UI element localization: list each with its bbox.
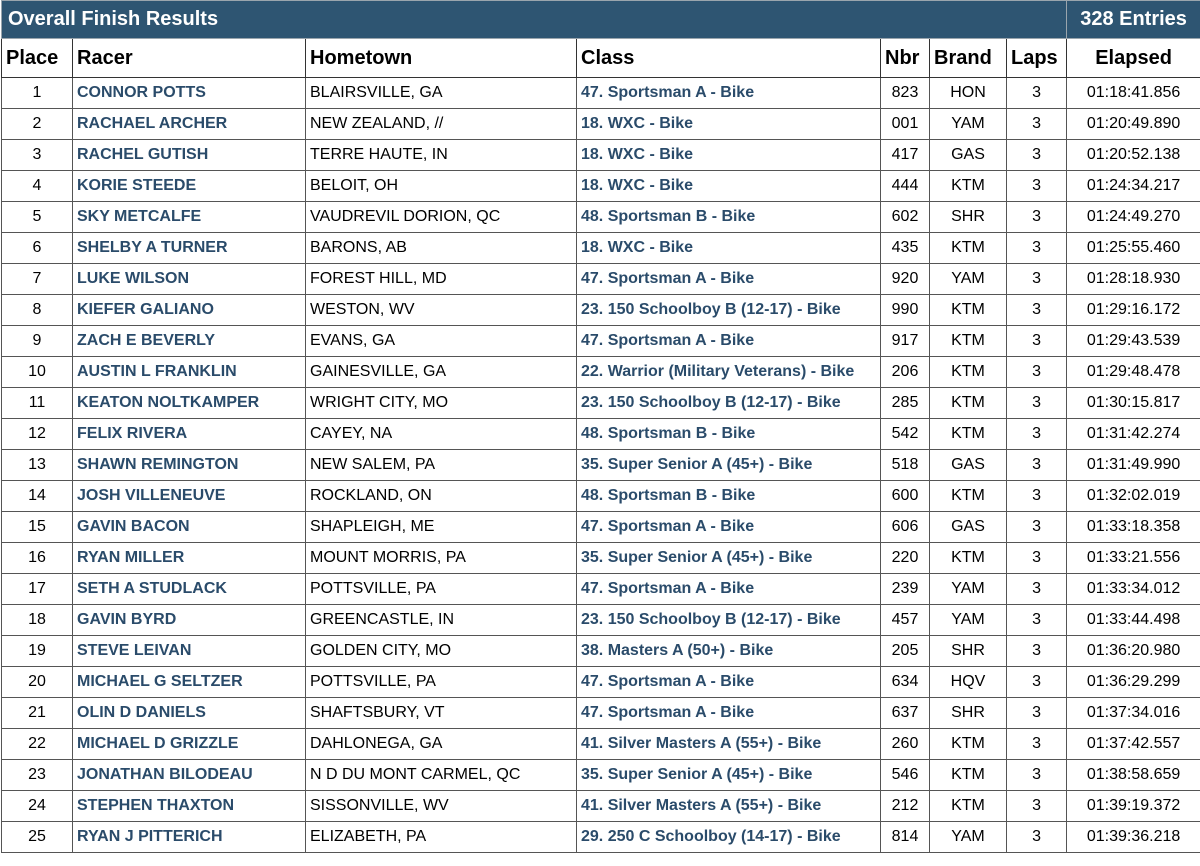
place-cell: 9	[2, 326, 73, 357]
brand-cell: YAM	[930, 264, 1007, 295]
table-row	[2, 791, 1200, 822]
place-cell: 13	[2, 450, 73, 481]
class-cell	[577, 264, 881, 295]
class-cell	[577, 605, 881, 636]
hometown-cell: SHAPLEIGH, ME	[306, 512, 577, 543]
laps-cell: 3	[1007, 822, 1067, 853]
brand-cell: KTM	[930, 419, 1007, 450]
racer-link[interactable]: LUKE WILSON	[77, 270, 189, 287]
column-header-racer[interactable]: Racer	[73, 39, 306, 78]
class-link[interactable]: 38. Masters A (50+) - Bike	[581, 642, 774, 659]
class-link[interactable]: 18. WXC - Bike	[581, 239, 694, 256]
column-header-brand[interactable]: Brand	[930, 39, 1007, 78]
class-link[interactable]: 18. WXC - Bike	[581, 146, 694, 163]
nbr-cell: 001	[881, 109, 930, 140]
place-cell: 4	[2, 171, 73, 202]
hometown-cell: EVANS, GA	[306, 326, 577, 357]
hometown-cell: GOLDEN CITY, MO	[306, 636, 577, 667]
brand-cell: KTM	[930, 295, 1007, 326]
class-link[interactable]: 48. Sportsman B - Bike	[581, 487, 756, 504]
racer-cell	[73, 729, 306, 760]
elapsed-cell: 01:38:58.659	[1067, 760, 1200, 791]
table-row	[2, 667, 1200, 698]
laps-cell: 3	[1007, 419, 1067, 450]
elapsed-cell: 01:31:42.274	[1067, 419, 1200, 450]
class-link[interactable]: 48. Sportsman B - Bike	[581, 425, 756, 442]
elapsed-cell: 01:33:21.556	[1067, 543, 1200, 574]
table-row	[2, 450, 1200, 481]
elapsed-cell: 01:29:16.172	[1067, 295, 1200, 326]
nbr-cell: 285	[881, 388, 930, 419]
racer-cell	[73, 822, 306, 853]
nbr-cell: 917	[881, 326, 930, 357]
class-link[interactable]: 23. 150 Schoolboy B (12-17) - Bike	[581, 301, 841, 318]
class-cell	[577, 822, 881, 853]
nbr-cell: 435	[881, 233, 930, 264]
laps-cell: 3	[1007, 326, 1067, 357]
table-row	[2, 419, 1200, 450]
racer-cell	[73, 481, 306, 512]
elapsed-cell: 01:29:48.478	[1067, 357, 1200, 388]
table-row	[2, 605, 1200, 636]
racer-link[interactable]: OLIN D DANIELS	[77, 704, 206, 721]
class-cell	[577, 574, 881, 605]
place-cell: 6	[2, 233, 73, 264]
class-link[interactable]: 23. 150 Schoolboy B (12-17) - Bike	[581, 611, 841, 628]
column-header-place[interactable]: Place	[2, 39, 73, 78]
class-cell	[577, 791, 881, 822]
class-link[interactable]: 22. Warrior (Military Veterans) - Bike	[581, 363, 855, 380]
nbr-cell: 206	[881, 357, 930, 388]
elapsed-cell: 01:37:34.016	[1067, 698, 1200, 729]
table-row	[2, 202, 1200, 233]
class-link[interactable]: 47. Sportsman A - Bike	[581, 518, 755, 535]
class-cell	[577, 698, 881, 729]
racer-link[interactable]: SKY METCALFE	[77, 208, 202, 225]
hometown-cell: NEW ZEALAND, //	[306, 109, 577, 140]
racer-link[interactable]: KIEFER GALIANO	[77, 301, 214, 318]
brand-cell: SHR	[930, 698, 1007, 729]
hometown-cell: BELOIT, OH	[306, 171, 577, 202]
elapsed-cell: 01:37:42.557	[1067, 729, 1200, 760]
laps-cell: 3	[1007, 605, 1067, 636]
column-header-class[interactable]: Class	[577, 39, 881, 78]
brand-cell: SHR	[930, 636, 1007, 667]
racer-link[interactable]: SETH A STUDLACK	[77, 580, 227, 597]
brand-cell: SHR	[930, 202, 1007, 233]
class-cell	[577, 295, 881, 326]
table-row	[2, 326, 1200, 357]
elapsed-cell: 01:33:18.358	[1067, 512, 1200, 543]
racer-cell	[73, 791, 306, 822]
place-cell: 5	[2, 202, 73, 233]
brand-cell: KTM	[930, 481, 1007, 512]
brand-cell: KTM	[930, 357, 1007, 388]
nbr-cell: 990	[881, 295, 930, 326]
nbr-cell: 457	[881, 605, 930, 636]
brand-cell: GAS	[930, 512, 1007, 543]
racer-cell	[73, 171, 306, 202]
table-row	[2, 574, 1200, 605]
place-cell: 1	[2, 78, 73, 109]
table-row	[2, 388, 1200, 419]
class-link[interactable]: 47. Sportsman A - Bike	[581, 673, 755, 690]
hometown-cell: GAINESVILLE, GA	[306, 357, 577, 388]
place-cell: 11	[2, 388, 73, 419]
class-link[interactable]: 18. WXC - Bike	[581, 115, 694, 132]
nbr-cell: 260	[881, 729, 930, 760]
results-title-bar	[2, 1, 1200, 39]
brand-cell: YAM	[930, 822, 1007, 853]
class-cell	[577, 171, 881, 202]
table-row	[2, 636, 1200, 667]
class-cell	[577, 140, 881, 171]
table-row	[2, 140, 1200, 171]
elapsed-cell: 01:39:36.218	[1067, 822, 1200, 853]
hometown-cell: SHAFTSBURY, VT	[306, 698, 577, 729]
hometown-cell: NEW SALEM, PA	[306, 450, 577, 481]
racer-link[interactable]: ZACH E BEVERLY	[77, 332, 216, 349]
class-cell	[577, 760, 881, 791]
hometown-cell: BLAIRSVILLE, GA	[306, 78, 577, 109]
brand-cell: HON	[930, 78, 1007, 109]
racer-cell	[73, 760, 306, 791]
elapsed-cell: 01:24:49.270	[1067, 202, 1200, 233]
table-row	[2, 264, 1200, 295]
results-title: Overall Finish Results	[2, 1, 1067, 39]
racer-link[interactable]: SHELBY A TURNER	[77, 239, 228, 256]
racer-link[interactable]: SHAWN REMINGTON	[77, 456, 239, 473]
column-header-row	[2, 39, 1200, 78]
table-row	[2, 481, 1200, 512]
table-row	[2, 822, 1200, 853]
laps-cell: 3	[1007, 202, 1067, 233]
class-link[interactable]: 23. 150 Schoolboy B (12-17) - Bike	[581, 394, 841, 411]
racer-cell	[73, 295, 306, 326]
nbr-cell: 823	[881, 78, 930, 109]
place-cell: 10	[2, 357, 73, 388]
nbr-cell: 417	[881, 140, 930, 171]
laps-cell: 3	[1007, 388, 1067, 419]
place-cell: 21	[2, 698, 73, 729]
hometown-cell: POTTSVILLE, PA	[306, 667, 577, 698]
racer-link[interactable]: RYAN J PITTERICH	[77, 828, 223, 845]
table-row	[2, 233, 1200, 264]
class-cell	[577, 326, 881, 357]
hometown-cell: WRIGHT CITY, MO	[306, 388, 577, 419]
class-link[interactable]: 35. Super Senior A (45+) - Bike	[581, 766, 813, 783]
racer-cell	[73, 264, 306, 295]
class-link[interactable]: 47. Sportsman A - Bike	[581, 270, 755, 287]
hometown-cell: N D DU MONT CARMEL, QC	[306, 760, 577, 791]
table-row	[2, 295, 1200, 326]
place-cell: 3	[2, 140, 73, 171]
class-link[interactable]: 29. 250 C Schoolboy (14-17) - Bike	[581, 828, 841, 845]
class-cell	[577, 512, 881, 543]
racer-cell	[73, 605, 306, 636]
racer-cell	[73, 450, 306, 481]
hometown-cell: SISSONVILLE, WV	[306, 791, 577, 822]
racer-link[interactable]: CONNOR POTTS	[77, 84, 206, 101]
racer-cell	[73, 419, 306, 450]
laps-cell: 3	[1007, 264, 1067, 295]
column-header-hometown[interactable]: Hometown	[306, 39, 577, 78]
laps-cell: 3	[1007, 760, 1067, 791]
elapsed-cell: 01:36:20.980	[1067, 636, 1200, 667]
brand-cell: GAS	[930, 450, 1007, 481]
table-row	[2, 512, 1200, 543]
nbr-cell: 212	[881, 791, 930, 822]
elapsed-cell: 01:31:49.990	[1067, 450, 1200, 481]
hometown-cell: FOREST HILL, MD	[306, 264, 577, 295]
nbr-cell: 542	[881, 419, 930, 450]
brand-cell: KTM	[930, 388, 1007, 419]
class-cell	[577, 419, 881, 450]
racer-cell	[73, 202, 306, 233]
elapsed-cell: 01:24:34.217	[1067, 171, 1200, 202]
laps-cell: 3	[1007, 729, 1067, 760]
nbr-cell: 600	[881, 481, 930, 512]
entries-count: 328 Entries	[1067, 1, 1200, 39]
table-row	[2, 109, 1200, 140]
brand-cell: KTM	[930, 791, 1007, 822]
racer-link[interactable]: AUSTIN L FRANKLIN	[77, 363, 237, 380]
racer-cell	[73, 78, 306, 109]
laps-cell: 3	[1007, 109, 1067, 140]
brand-cell: HQV	[930, 667, 1007, 698]
brand-cell: YAM	[930, 605, 1007, 636]
racer-cell	[73, 388, 306, 419]
laps-cell: 3	[1007, 295, 1067, 326]
brand-cell: YAM	[930, 109, 1007, 140]
nbr-cell: 920	[881, 264, 930, 295]
nbr-cell: 606	[881, 512, 930, 543]
laps-cell: 3	[1007, 357, 1067, 388]
brand-cell: YAM	[930, 574, 1007, 605]
laps-cell: 3	[1007, 667, 1067, 698]
hometown-cell: ROCKLAND, ON	[306, 481, 577, 512]
hometown-cell: CAYEY, NA	[306, 419, 577, 450]
hometown-cell: ELIZABETH, PA	[306, 822, 577, 853]
class-link[interactable]: 35. Super Senior A (45+) - Bike	[581, 456, 813, 473]
class-cell	[577, 729, 881, 760]
brand-cell: GAS	[930, 140, 1007, 171]
racer-link[interactable]: RACHEL GUTISH	[77, 146, 209, 163]
racer-link[interactable]: GAVIN BACON	[77, 518, 190, 535]
class-cell	[577, 357, 881, 388]
class-link[interactable]: 18. WXC - Bike	[581, 177, 694, 194]
elapsed-cell: 01:20:52.138	[1067, 140, 1200, 171]
nbr-cell: 637	[881, 698, 930, 729]
laps-cell: 3	[1007, 698, 1067, 729]
racer-link[interactable]: RYAN MILLER	[77, 549, 185, 566]
class-cell	[577, 543, 881, 574]
class-cell	[577, 78, 881, 109]
place-cell: 2	[2, 109, 73, 140]
brand-cell: KTM	[930, 543, 1007, 574]
class-link[interactable]: 47. Sportsman A - Bike	[581, 332, 755, 349]
place-cell: 15	[2, 512, 73, 543]
table-row	[2, 698, 1200, 729]
hometown-cell: GREENCASTLE, IN	[306, 605, 577, 636]
place-cell: 19	[2, 636, 73, 667]
elapsed-cell: 01:30:15.817	[1067, 388, 1200, 419]
racer-link[interactable]: KORIE STEEDE	[77, 177, 197, 194]
racer-link[interactable]: MICHAEL G SELTZER	[77, 673, 243, 690]
racer-link[interactable]: KEATON NOLTKAMPER	[77, 394, 260, 411]
racer-cell	[73, 109, 306, 140]
hometown-cell: BARONS, AB	[306, 233, 577, 264]
column-header-laps[interactable]: Laps	[1007, 39, 1067, 78]
racer-cell	[73, 667, 306, 698]
laps-cell: 3	[1007, 450, 1067, 481]
class-cell	[577, 636, 881, 667]
nbr-cell: 546	[881, 760, 930, 791]
nbr-cell: 602	[881, 202, 930, 233]
table-row	[2, 357, 1200, 388]
hometown-cell: DAHLONEGA, GA	[306, 729, 577, 760]
racer-link[interactable]: RACHAEL ARCHER	[77, 115, 228, 132]
hometown-cell: POTTSVILLE, PA	[306, 574, 577, 605]
elapsed-cell: 01:28:18.930	[1067, 264, 1200, 295]
brand-cell: KTM	[930, 233, 1007, 264]
elapsed-cell: 01:36:29.299	[1067, 667, 1200, 698]
nbr-cell: 518	[881, 450, 930, 481]
hometown-cell: VAUDREVIL DORION, QC	[306, 202, 577, 233]
class-cell	[577, 109, 881, 140]
laps-cell: 3	[1007, 543, 1067, 574]
table-row	[2, 543, 1200, 574]
brand-cell: KTM	[930, 729, 1007, 760]
elapsed-cell: 01:20:49.890	[1067, 109, 1200, 140]
place-cell: 22	[2, 729, 73, 760]
place-cell: 7	[2, 264, 73, 295]
class-link[interactable]: 47. Sportsman A - Bike	[581, 84, 755, 101]
elapsed-cell: 01:32:02.019	[1067, 481, 1200, 512]
nbr-cell: 634	[881, 667, 930, 698]
hometown-cell: TERRE HAUTE, IN	[306, 140, 577, 171]
racer-link[interactable]: GAVIN BYRD	[77, 611, 177, 628]
class-link[interactable]: 48. Sportsman B - Bike	[581, 208, 756, 225]
laps-cell: 3	[1007, 512, 1067, 543]
racer-link[interactable]: FELIX RIVERA	[77, 425, 188, 442]
laps-cell: 3	[1007, 171, 1067, 202]
racer-cell	[73, 636, 306, 667]
elapsed-cell: 01:29:43.539	[1067, 326, 1200, 357]
place-cell: 24	[2, 791, 73, 822]
place-cell: 17	[2, 574, 73, 605]
results-table	[1, 0, 1200, 853]
nbr-cell: 814	[881, 822, 930, 853]
class-cell	[577, 450, 881, 481]
place-cell: 8	[2, 295, 73, 326]
column-header-elapsed[interactable]: Elapsed	[1067, 39, 1200, 78]
nbr-cell: 205	[881, 636, 930, 667]
brand-cell: KTM	[930, 760, 1007, 791]
class-link[interactable]: 47. Sportsman A - Bike	[581, 704, 755, 721]
elapsed-cell: 01:33:34.012	[1067, 574, 1200, 605]
class-cell	[577, 233, 881, 264]
column-header-nbr[interactable]: Nbr	[881, 39, 930, 78]
nbr-cell: 444	[881, 171, 930, 202]
class-link[interactable]: 41. Silver Masters A (55+) - Bike	[581, 797, 822, 814]
results-body	[2, 78, 1200, 853]
laps-cell: 3	[1007, 233, 1067, 264]
racer-link[interactable]: JOSH VILLENEUVE	[77, 487, 226, 504]
hometown-cell: WESTON, WV	[306, 295, 577, 326]
table-row	[2, 729, 1200, 760]
table-row	[2, 78, 1200, 109]
racer-cell	[73, 698, 306, 729]
place-cell: 18	[2, 605, 73, 636]
class-cell	[577, 388, 881, 419]
hometown-cell: MOUNT MORRIS, PA	[306, 543, 577, 574]
class-link[interactable]: 35. Super Senior A (45+) - Bike	[581, 549, 813, 566]
laps-cell: 3	[1007, 636, 1067, 667]
racer-cell	[73, 233, 306, 264]
laps-cell: 3	[1007, 140, 1067, 171]
laps-cell: 3	[1007, 574, 1067, 605]
nbr-cell: 239	[881, 574, 930, 605]
elapsed-cell: 01:39:19.372	[1067, 791, 1200, 822]
class-cell	[577, 202, 881, 233]
place-cell: 12	[2, 419, 73, 450]
table-row	[2, 171, 1200, 202]
racer-link[interactable]: MICHAEL D GRIZZLE	[77, 735, 239, 752]
laps-cell: 3	[1007, 481, 1067, 512]
racer-cell	[73, 543, 306, 574]
racer-cell	[73, 140, 306, 171]
place-cell: 23	[2, 760, 73, 791]
racer-link[interactable]: JONATHAN BILODEAU	[77, 766, 253, 783]
laps-cell: 3	[1007, 791, 1067, 822]
brand-cell: KTM	[930, 326, 1007, 357]
brand-cell: KTM	[930, 171, 1007, 202]
racer-link[interactable]: STEVE LEIVAN	[77, 642, 192, 659]
elapsed-cell: 01:18:41.856	[1067, 78, 1200, 109]
racer-cell	[73, 326, 306, 357]
place-cell: 16	[2, 543, 73, 574]
racer-cell	[73, 512, 306, 543]
class-cell	[577, 481, 881, 512]
racer-cell	[73, 357, 306, 388]
elapsed-cell: 01:33:44.498	[1067, 605, 1200, 636]
nbr-cell: 220	[881, 543, 930, 574]
racer-link[interactable]: STEPHEN THAXTON	[77, 797, 235, 814]
racer-cell	[73, 574, 306, 605]
place-cell: 14	[2, 481, 73, 512]
laps-cell: 3	[1007, 78, 1067, 109]
place-cell: 25	[2, 822, 73, 853]
class-cell	[577, 667, 881, 698]
place-cell: 20	[2, 667, 73, 698]
elapsed-cell: 01:25:55.460	[1067, 233, 1200, 264]
table-row	[2, 760, 1200, 791]
class-link[interactable]: 41. Silver Masters A (55+) - Bike	[581, 735, 822, 752]
class-link[interactable]: 47. Sportsman A - Bike	[581, 580, 755, 597]
